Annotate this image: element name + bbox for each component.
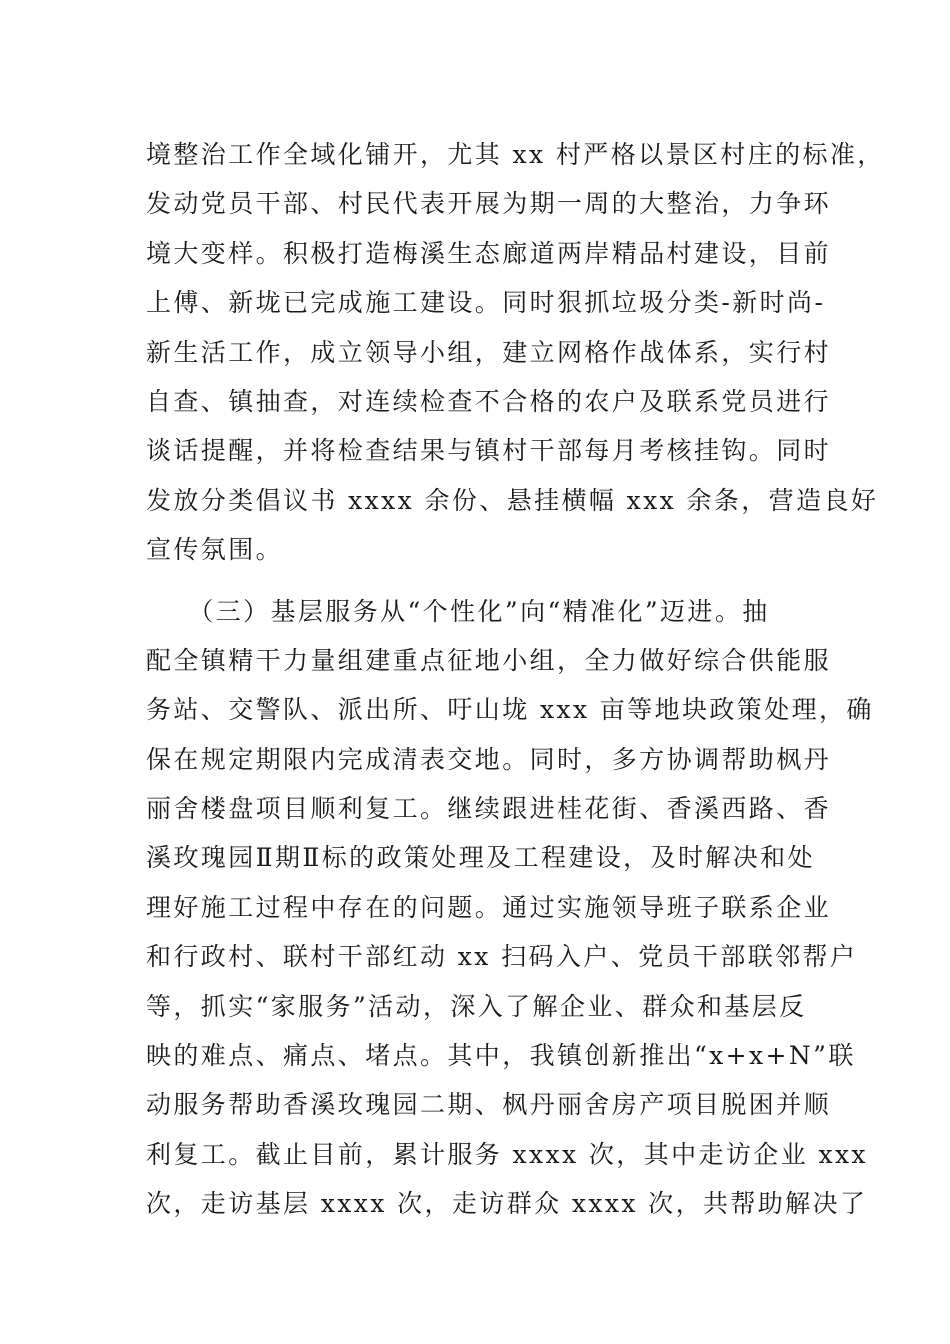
text-line: 次，走访基层 xxxx 次，走访群众 xxxx 次，共帮助解决了 <box>146 1189 868 1219</box>
text-line: 发动党员干部、村民代表开展为期一周的大整治，力争环 <box>146 189 832 219</box>
text-line: 等，抓实“家服务”活动，深入了解企业、群众和基层反 <box>146 991 807 1021</box>
text-line: 动服务帮助香溪玫瑰园二期、枫丹丽舍房产项目脱困并顺 <box>146 1090 832 1120</box>
text-line: 理好施工过程中存在的问题。通过实施领导班子联系企业 <box>146 892 832 922</box>
text-line: 上傅、新垅已完成施工建设。同时狠抓垃圾分类-新时尚- <box>146 288 826 318</box>
paragraph-environment <box>146 130 885 575</box>
text-line: 丽舍楼盘项目顺利复工。继续跟进桂花街、香溪西路、香 <box>146 794 832 824</box>
text-line: 发放分类倡议书 xxxx 余份、悬挂横幅 xxx 余条，营造良好 <box>146 485 879 515</box>
text-line: 境大变样。积极打造梅溪生态廊道两岸精品村建设，目前 <box>146 238 832 268</box>
text-line: 映的难点、痛点、堵点。其中，我镇创新推出“x+x+N”联 <box>146 1041 856 1071</box>
text-line: 配全镇精干力量组建重点征地小组，全力做好综合供能服 <box>146 645 832 675</box>
text-line: 新生活工作，成立领导小组，建立网格作战体系，实行村 <box>146 337 832 367</box>
paragraph-grassroots-service <box>146 587 874 1229</box>
text-line: 宣传氛围。 <box>146 535 284 565</box>
text-line: 务站、交警队、派出所、吁山垅 xxx 亩等地块政策处理，确 <box>146 695 874 725</box>
text-line: （三）基层服务从“个性化”向“精准化”迈进。抽 <box>146 596 770 626</box>
text-line: 利复工。截止目前，累计服务 xxxx 次，其中走访企业 xxx <box>146 1139 868 1169</box>
text-line: 境整治工作全域化铺开，尤其 xx 村严格以景区村庄的标准， <box>146 140 885 169</box>
text-line: 溪玫瑰园Ⅱ期Ⅱ标的政策处理及工程建设，及时解决和处 <box>146 843 815 873</box>
text-line: 和行政村、联村干部红动 xx 扫码入户、党员干部联邻帮户 <box>146 942 858 972</box>
paragraph-gap <box>146 575 816 587</box>
text-line: 自查、镇抽查，对连续检查不合格的农户及联系党员进行 <box>146 386 832 416</box>
document-body <box>146 130 885 1229</box>
text-line: 保在规定期限内完成清表交地。同时，多方协调帮助枫丹 <box>146 744 832 774</box>
text-line: 谈话提醒，并将检查结果与镇村干部每月考核挂钩。同时 <box>146 436 832 466</box>
